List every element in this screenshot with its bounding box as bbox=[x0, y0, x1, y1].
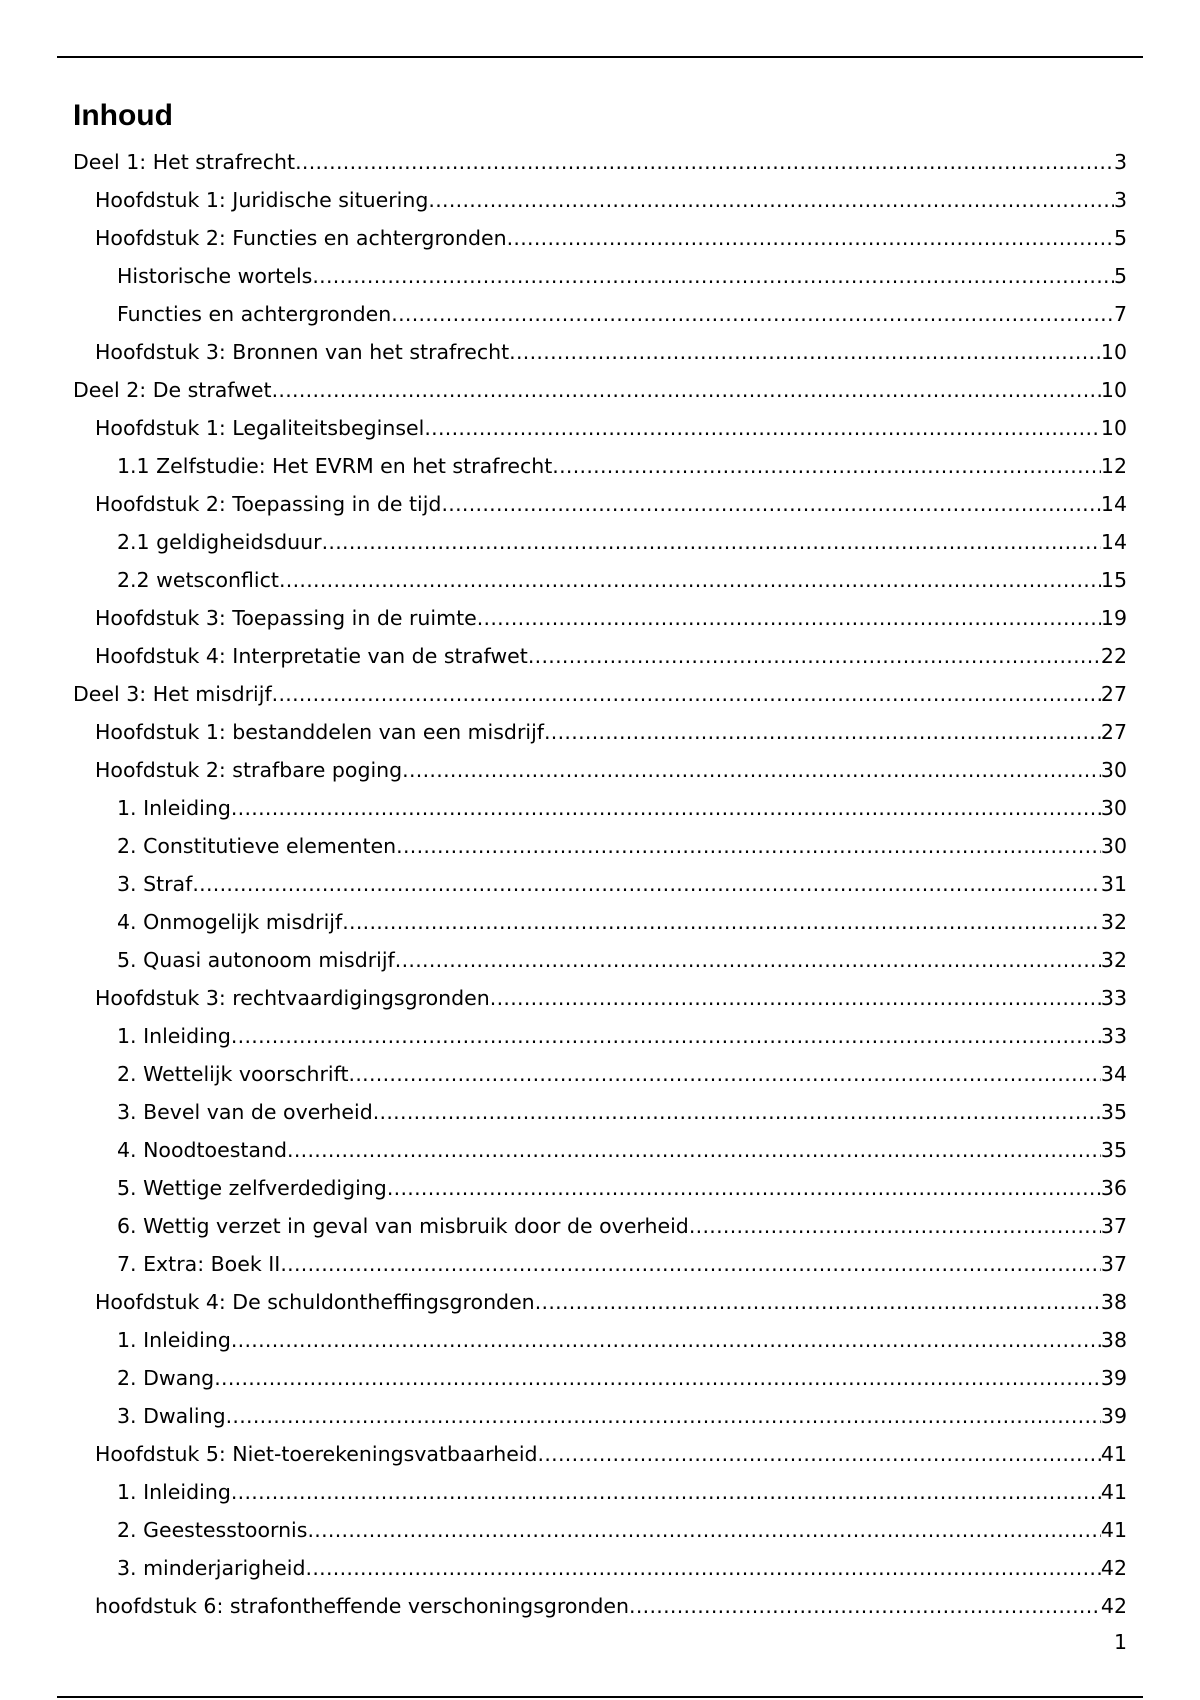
toc-entry-page: 34 bbox=[1100, 1062, 1127, 1086]
toc-entry-page: 30 bbox=[1100, 796, 1127, 820]
toc-entry-title: Hoofdstuk 2: strafbare poging bbox=[95, 758, 403, 782]
toc-entry[interactable] bbox=[73, 295, 1127, 333]
toc-entry-page: 31 bbox=[1100, 872, 1127, 896]
toc-entry-page: 27 bbox=[1100, 720, 1127, 744]
toc-entry-page: 33 bbox=[1100, 986, 1127, 1010]
toc-leader-dots bbox=[342, 903, 1101, 941]
toc-entry-page: 35 bbox=[1100, 1138, 1127, 1162]
toc-leader-dots bbox=[226, 1397, 1101, 1435]
toc-entry[interactable] bbox=[73, 713, 1127, 751]
toc-entry-page: 41 bbox=[1100, 1480, 1127, 1504]
toc-leader-dots bbox=[387, 1169, 1101, 1207]
toc-entry-page: 5 bbox=[1113, 226, 1127, 250]
toc-leader-dots bbox=[395, 941, 1101, 979]
toc-leader-dots bbox=[507, 219, 1114, 257]
toc-entry-page: 41 bbox=[1100, 1518, 1127, 1542]
toc-entry-title: 2.2 wetsconflict bbox=[117, 568, 279, 592]
toc-entry[interactable] bbox=[73, 1017, 1127, 1055]
toc-entry[interactable] bbox=[73, 789, 1127, 827]
toc-entry[interactable] bbox=[73, 751, 1127, 789]
toc-entry[interactable] bbox=[73, 143, 1127, 181]
toc-entry[interactable] bbox=[73, 371, 1127, 409]
toc-entry-title: 5. Quasi autonoom misdrijf bbox=[117, 948, 395, 972]
toc-entry[interactable] bbox=[73, 1093, 1127, 1131]
toc-entry-page: 38 bbox=[1100, 1328, 1127, 1352]
toc-entry-page: 37 bbox=[1100, 1214, 1127, 1238]
toc-entry-title: 1.1 Zelfstudie: Het EVRM en het strafrecht bbox=[117, 454, 553, 478]
toc-entry-title: Hoofdstuk 4: Interpretatie van de strafwet bbox=[95, 644, 528, 668]
toc-entry-title: Functies en achtergronden bbox=[117, 302, 392, 326]
toc-entry-title: Hoofdstuk 5: Niet-toerekeningsvatbaarheid bbox=[95, 1442, 538, 1466]
toc-leader-dots bbox=[231, 1017, 1101, 1055]
toc-entry-page: 10 bbox=[1100, 416, 1127, 440]
toc-entry[interactable] bbox=[73, 1511, 1127, 1549]
toc-entry-title: Hoofdstuk 2: Functies en achtergronden bbox=[95, 226, 507, 250]
toc-leader-dots bbox=[214, 1359, 1101, 1397]
toc-leader-dots bbox=[509, 333, 1101, 371]
toc-entry-page: 41 bbox=[1100, 1442, 1127, 1466]
toc-entry[interactable] bbox=[73, 599, 1127, 637]
toc-entry-page: 42 bbox=[1100, 1556, 1127, 1580]
toc-entry-page: 36 bbox=[1100, 1176, 1127, 1200]
toc-entry-page: 10 bbox=[1100, 340, 1127, 364]
table-of-contents bbox=[73, 143, 1127, 1625]
toc-leader-dots bbox=[538, 1435, 1101, 1473]
toc-entry[interactable] bbox=[73, 865, 1127, 903]
bottom-rule bbox=[57, 1696, 1143, 1698]
toc-leader-dots bbox=[272, 371, 1101, 409]
toc-entry-page: 39 bbox=[1100, 1366, 1127, 1390]
toc-entry-title: Hoofdstuk 1: Juridische situering bbox=[95, 188, 429, 212]
toc-entry[interactable] bbox=[73, 1435, 1127, 1473]
toc-leader-dots bbox=[307, 1511, 1100, 1549]
toc-entry[interactable] bbox=[73, 1055, 1127, 1093]
toc-leader-dots bbox=[402, 751, 1101, 789]
toc-leader-dots bbox=[322, 523, 1101, 561]
toc-leader-dots bbox=[396, 827, 1101, 865]
page-number: 1 bbox=[1113, 1630, 1127, 1654]
toc-entry[interactable] bbox=[73, 1587, 1127, 1625]
toc-entry-title: 1. Inleiding bbox=[117, 1480, 231, 1504]
toc-leader-dots bbox=[231, 789, 1101, 827]
toc-entry-title: 3. Dwaling bbox=[117, 1404, 226, 1428]
toc-entry-title: Hoofdstuk 3: rechtvaardigingsgronden bbox=[95, 986, 490, 1010]
toc-entry[interactable] bbox=[73, 409, 1127, 447]
toc-entry[interactable] bbox=[73, 675, 1127, 713]
toc-entry-title: Deel 2: De strafwet bbox=[73, 378, 272, 402]
toc-entry[interactable] bbox=[73, 1207, 1127, 1245]
toc-entry-title: Hoofdstuk 4: De schuldontheffingsgronden bbox=[95, 1290, 535, 1314]
toc-entry-page: 38 bbox=[1100, 1290, 1127, 1314]
toc-leader-dots bbox=[272, 675, 1101, 713]
toc-entry-page: 12 bbox=[1100, 454, 1127, 478]
toc-entry[interactable] bbox=[73, 485, 1127, 523]
toc-entry[interactable] bbox=[73, 1359, 1127, 1397]
toc-leader-dots bbox=[544, 713, 1101, 751]
toc-entry-title: 2. Dwang bbox=[117, 1366, 215, 1390]
toc-entry-page: 42 bbox=[1100, 1594, 1127, 1618]
toc-entry[interactable] bbox=[73, 941, 1127, 979]
toc-leader-dots bbox=[441, 485, 1100, 523]
toc-entry-page: 14 bbox=[1100, 530, 1127, 554]
toc-entry-page: 33 bbox=[1100, 1024, 1127, 1048]
toc-entry[interactable] bbox=[73, 1169, 1127, 1207]
toc-entry-title: Hoofdstuk 3: Bronnen van het strafrecht bbox=[95, 340, 510, 364]
toc-entry-page: 37 bbox=[1100, 1252, 1127, 1276]
toc-entry-title: Hoofdstuk 1: bestanddelen van een misdrijf bbox=[95, 720, 544, 744]
toc-entry-title: Deel 3: Het misdrijf bbox=[73, 682, 272, 706]
toc-entry-page: 35 bbox=[1100, 1100, 1127, 1124]
toc-entry-page: 10 bbox=[1100, 378, 1127, 402]
toc-entry-title: 3. minderjarigheid bbox=[117, 1556, 306, 1580]
toc-entry[interactable] bbox=[73, 637, 1127, 675]
toc-leader-dots bbox=[490, 979, 1101, 1017]
top-rule bbox=[57, 56, 1143, 58]
toc-leader-dots bbox=[428, 181, 1114, 219]
toc-entry-page: 3 bbox=[1113, 150, 1127, 174]
toc-leader-dots bbox=[231, 1321, 1101, 1359]
toc-entry-page: 39 bbox=[1100, 1404, 1127, 1428]
toc-entry[interactable] bbox=[73, 181, 1127, 219]
toc-entry-page: 22 bbox=[1100, 644, 1127, 668]
toc-entry-title: Hoofdstuk 1: Legaliteitsbeginsel bbox=[95, 416, 425, 440]
toc-entry-title: Deel 1: Het strafrecht bbox=[73, 150, 296, 174]
toc-leader-dots bbox=[312, 257, 1114, 295]
toc-entry-title: 1. Inleiding bbox=[117, 796, 231, 820]
toc-entry[interactable] bbox=[73, 1131, 1127, 1169]
toc-leader-dots bbox=[279, 561, 1101, 599]
toc-entry-title: Hoofdstuk 2: Toepassing in de tijd bbox=[95, 492, 442, 516]
toc-leader-dots bbox=[349, 1055, 1101, 1093]
toc-leader-dots bbox=[306, 1549, 1101, 1587]
toc-entry[interactable] bbox=[73, 1473, 1127, 1511]
toc-entry-title: Historische wortels bbox=[117, 264, 313, 288]
toc-leader-dots bbox=[373, 1093, 1101, 1131]
toc-entry[interactable] bbox=[73, 1321, 1127, 1359]
toc-entry[interactable] bbox=[73, 219, 1127, 257]
toc-entry[interactable] bbox=[73, 1549, 1127, 1587]
toc-leader-dots bbox=[689, 1207, 1101, 1245]
toc-entry-page: 19 bbox=[1100, 606, 1127, 630]
toc-entry-title: 4. Noodtoestand bbox=[117, 1138, 287, 1162]
toc-entry-page: 27 bbox=[1100, 682, 1127, 706]
toc-entry-page: 32 bbox=[1100, 910, 1127, 934]
toc-entry[interactable] bbox=[73, 447, 1127, 485]
toc-leader-dots bbox=[477, 599, 1101, 637]
toc-entry[interactable] bbox=[73, 903, 1127, 941]
toc-entry-title: 4. Onmogelijk misdrijf bbox=[117, 910, 343, 934]
toc-leader-dots bbox=[528, 637, 1101, 675]
toc-leader-dots bbox=[280, 1245, 1101, 1283]
toc-entry-title: 6. Wettig verzet in geval van misbruik door de overheid bbox=[117, 1214, 689, 1238]
toc-entry-title: 2. Wettelijk voorschrift bbox=[117, 1062, 349, 1086]
toc-entry-page: 7 bbox=[1113, 302, 1127, 326]
toc-entry[interactable] bbox=[73, 1397, 1127, 1435]
toc-entry[interactable] bbox=[73, 979, 1127, 1017]
toc-entry-title: 2. Constitutieve elementen bbox=[117, 834, 397, 858]
toc-entry-title: 1. Inleiding bbox=[117, 1328, 231, 1352]
toc-entry-page: 30 bbox=[1100, 834, 1127, 858]
toc-leader-dots bbox=[629, 1587, 1101, 1625]
toc-entry[interactable] bbox=[73, 257, 1127, 295]
toc-entry-page: 32 bbox=[1100, 948, 1127, 972]
toc-leader-dots bbox=[192, 865, 1101, 903]
toc-entry[interactable] bbox=[73, 1283, 1127, 1321]
toc-entry-title: 2.1 geldigheidsduur bbox=[117, 530, 322, 554]
toc-entry-title: 5. Wettige zelfverdediging bbox=[117, 1176, 387, 1200]
toc-leader-dots bbox=[295, 143, 1114, 181]
toc-entry-title: 7. Extra: Boek II bbox=[117, 1252, 281, 1276]
toc-entry[interactable] bbox=[73, 523, 1127, 561]
toc-heading: Inhoud bbox=[73, 99, 173, 132]
toc-entry-title: 1. Inleiding bbox=[117, 1024, 231, 1048]
toc-entry-title: 3. Straf bbox=[117, 872, 193, 896]
toc-entry-title: 3. Bevel van de overheid bbox=[117, 1100, 373, 1124]
toc-entry-title: hoofdstuk 6: strafontheffende verschoningsgronden bbox=[95, 1594, 630, 1618]
toc-leader-dots bbox=[391, 295, 1114, 333]
toc-entry-page: 5 bbox=[1113, 264, 1127, 288]
toc-leader-dots bbox=[231, 1473, 1101, 1511]
toc-entry-page: 30 bbox=[1100, 758, 1127, 782]
toc-entry[interactable] bbox=[73, 1245, 1127, 1283]
toc-leader-dots bbox=[552, 447, 1101, 485]
toc-entry[interactable] bbox=[73, 333, 1127, 371]
toc-leader-dots bbox=[535, 1283, 1101, 1321]
toc-leader-dots bbox=[424, 409, 1101, 447]
toc-leader-dots bbox=[287, 1131, 1101, 1169]
toc-entry-page: 14 bbox=[1100, 492, 1127, 516]
toc-entry[interactable] bbox=[73, 561, 1127, 599]
toc-entry-page: 15 bbox=[1100, 568, 1127, 592]
toc-entry[interactable] bbox=[73, 827, 1127, 865]
toc-entry-title: 2. Geestesstoornis bbox=[117, 1518, 308, 1542]
toc-entry-page: 3 bbox=[1113, 188, 1127, 212]
toc-entry-title: Hoofdstuk 3: Toepassing in de ruimte bbox=[95, 606, 477, 630]
